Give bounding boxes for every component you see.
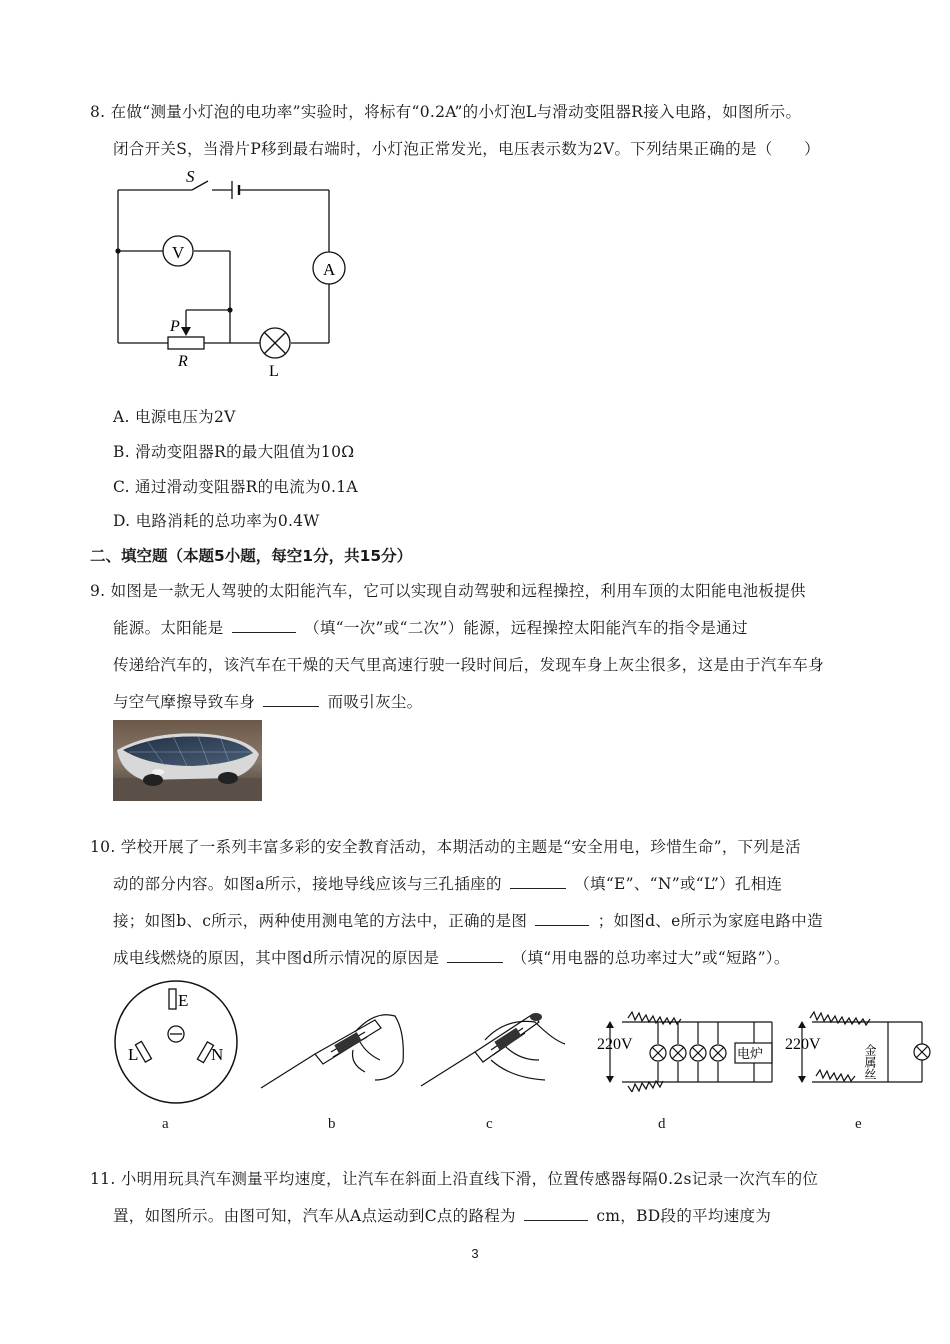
tester-pen-b bbox=[255, 1002, 410, 1097]
q8-option-a: A. 电源电压为2V bbox=[113, 408, 236, 426]
lamp-label: L bbox=[269, 363, 279, 380]
fig-label-e: e bbox=[855, 1116, 862, 1132]
q8-option-b: B. 滑动变阻器R的最大阻值为10Ω bbox=[113, 443, 355, 461]
slider-label: P bbox=[170, 318, 180, 335]
q10-line2 bbox=[113, 872, 782, 894]
q9-line2 bbox=[113, 616, 748, 638]
answer-blank[interactable] bbox=[447, 948, 503, 963]
q10-line4-end: （填“用电器的总功率过大”或“短路”）。 bbox=[511, 949, 790, 967]
q9-line4 bbox=[113, 690, 422, 712]
fig-label-d: d bbox=[658, 1116, 666, 1132]
q10-line1: 10. 学校开展了一系列丰富多彩的安全教育活动，本期活动的主题是“安全用电，珍惜生命”，下列是活 bbox=[90, 838, 801, 856]
voltmeter-label: V bbox=[172, 243, 185, 262]
fig-d-voltage: 220V bbox=[597, 1036, 633, 1053]
q8-line1: 8. 在做“测量小灯泡的电功率”实验时，将标有“0.2A”的小灯泡L与滑动变阻器R接入电路，如图所示。 bbox=[90, 103, 802, 121]
q8-line2: 闭合开关S，当滑片P移到最右端时，小灯泡正常发光，电压表示数为2V。下列结果正确的是（ ） bbox=[113, 140, 820, 158]
q8-option-c: C. 通过滑动变阻器R的电流为0.1A bbox=[113, 478, 358, 496]
q9-line2-end: （填“一次”或“二次”）能源，远程操控太阳能汽车的指令是通过 bbox=[304, 619, 748, 637]
q9-line4-start: 与空气摩擦导致车身 bbox=[113, 693, 256, 711]
circuit-figure-e bbox=[782, 1010, 942, 1092]
q10-line2-start: 动的部分内容。如图a所示，接地导线应该与三孔插座的 bbox=[113, 875, 502, 893]
q11-line1: 11. 小明用玩具汽车测量平均速度，让汽车在斜面上沿直线下滑，位置传感器每隔0.2s记录一次汽车的位 bbox=[90, 1170, 819, 1188]
answer-blank[interactable] bbox=[510, 874, 566, 889]
ammeter-label: A bbox=[323, 260, 336, 279]
q11-line2 bbox=[113, 1204, 771, 1226]
q10-line3 bbox=[113, 909, 823, 931]
q9-line1: 9. 如图是一款无人驾驶的太阳能汽车，它可以实现自动驾驶和远程操控，利用车顶的太阳能电池板提供 bbox=[90, 582, 806, 600]
socket-n-label: N bbox=[211, 1045, 224, 1064]
socket-e-label: E bbox=[178, 991, 189, 1010]
circuit-figure-d bbox=[594, 1010, 779, 1092]
fig-label-a: a bbox=[162, 1116, 169, 1132]
q10-line2-end: （填“E”、“N”或“L”）孔相连 bbox=[574, 875, 783, 893]
q9-line2-start: 能源。太阳能是 bbox=[113, 619, 224, 637]
q8-option-d: D. 电路消耗的总功率为0.4W bbox=[113, 512, 320, 530]
q10-line3-end: ；如图d、e所示为家庭电路中造 bbox=[597, 912, 823, 930]
q10-line4 bbox=[113, 946, 790, 968]
answer-blank[interactable] bbox=[232, 618, 296, 633]
page-number: 3 bbox=[471, 1246, 479, 1261]
fig-e-wire-label: 金属丝 bbox=[863, 1044, 877, 1080]
q11-line2-start: 置，如图所示。由图可知，汽车从A点运动到C点的路程为 bbox=[113, 1207, 516, 1225]
fig-label-b: b bbox=[328, 1116, 336, 1132]
socket-figure bbox=[112, 978, 240, 1106]
q11-line2-end: cm，BD段的平均速度为 bbox=[596, 1207, 772, 1225]
q10-line4-start: 成电线燃烧的原因，其中图d所示情况的原因是 bbox=[113, 949, 440, 967]
q9-line3: 传递给汽车的，该汽车在干燥的天气里高速行驶一段时间后，发现车身上灰尘很多，这是由于汽车车身 bbox=[113, 656, 825, 674]
fig-d-device: 电炉 bbox=[737, 1046, 764, 1061]
rheostat-label: R bbox=[178, 353, 188, 370]
answer-blank[interactable] bbox=[263, 692, 319, 707]
section-title: 二、填空题（本题5小题，每空1分，共15分） bbox=[90, 547, 413, 565]
switch-label: S bbox=[186, 167, 195, 186]
answer-blank[interactable] bbox=[524, 1206, 588, 1221]
q9-line4-end: 而吸引灰尘。 bbox=[327, 693, 423, 711]
q10-line3-start: 接；如图b、c所示，两种使用测电笔的方法中，正确的是图 bbox=[113, 912, 528, 930]
fig-label-c: c bbox=[486, 1116, 493, 1132]
circuit-diagram bbox=[100, 163, 360, 383]
solar-car-photo bbox=[113, 720, 262, 801]
fig-e-voltage: 220V bbox=[785, 1036, 821, 1053]
tester-pen-c bbox=[415, 1000, 570, 1095]
slider-arrow bbox=[181, 327, 191, 336]
answer-blank[interactable] bbox=[535, 911, 589, 926]
socket-l-label: L bbox=[128, 1045, 139, 1064]
